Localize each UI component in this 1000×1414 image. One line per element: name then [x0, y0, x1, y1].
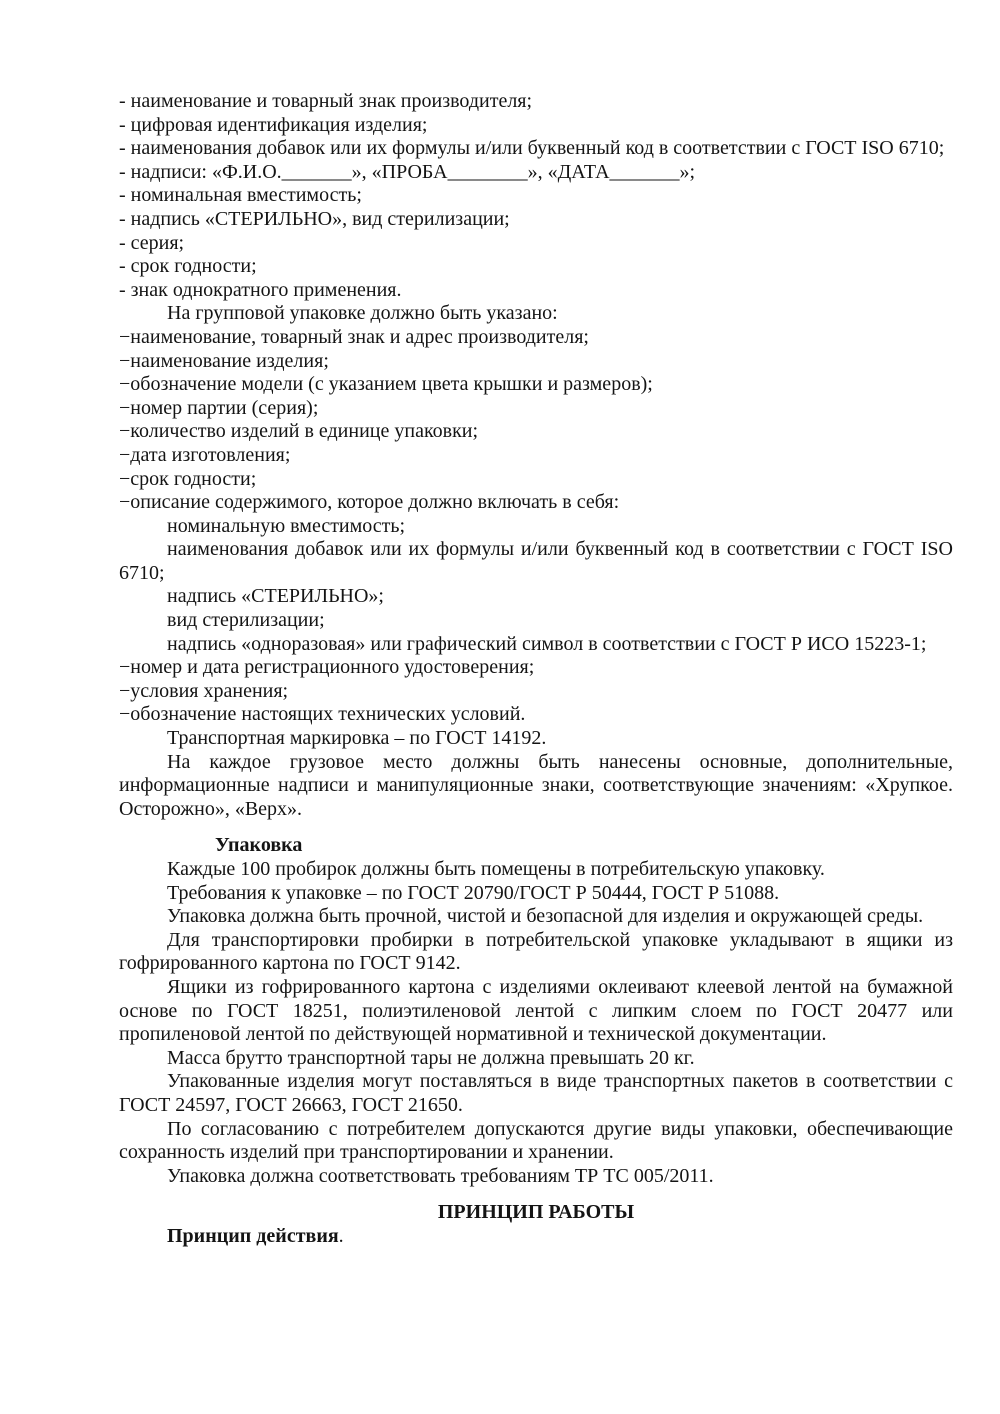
section-heading: ПРИНЦИП РАБОТЫ — [437, 1201, 635, 1224]
section-heading: Упаковка — [215, 834, 303, 857]
paragraph: Для транспортировки пробирки в потребительской упаковке укладывают в ящики из гофрированного картона по ГОСТ 9142. — [119, 928, 953, 975]
paragraph: Транспортная маркировка – по ГОСТ 14192. — [167, 727, 547, 750]
paragraph: надпись «СТЕРИЛЬНО»; — [167, 585, 384, 608]
list-item: - цифровая идентификация изделия; — [119, 113, 428, 136]
paragraph: Упаковка должна соответствовать требованиям ТР ТС 005/2011. — [167, 1164, 714, 1187]
list-item: - серия; — [119, 231, 185, 254]
list-item: −наименование, товарный знак и адрес производителя; — [119, 325, 589, 348]
paragraph: Масса брутто транспортной тары не должна превышать 20 кг. — [167, 1046, 695, 1069]
text-run: . — [338, 1224, 344, 1247]
list-item: −обозначение модели (с указанием цвета крышки и размеров); — [119, 373, 653, 396]
paragraph: надпись «одноразовая» или графический символ в соответствии с ГОСТ Р ИСО 15223-1; — [167, 632, 927, 655]
list-item: - надписи: «Ф.И.О._______», «ПРОБА________», «ДАТА_______»; — [119, 160, 696, 183]
list-item: - знак однократного применения. — [119, 278, 402, 301]
paragraph: Упакованные изделия могут поставляться в виде транспортных пакетов в соответствии с ГОСТ 24597, ГОСТ 26663, ГОСТ 21650. — [119, 1070, 953, 1116]
paragraph: На групповой упаковке должно быть указано: — [167, 302, 558, 325]
paragraph: Требования к упаковке – по ГОСТ 20790/ГОСТ Р 50444, ГОСТ Р 51088. — [167, 881, 780, 904]
text-run: Принцип действия — [167, 1224, 339, 1247]
list-item: - надпись «СТЕРИЛЬНО», вид стерилизации; — [119, 207, 510, 230]
paragraph: Упаковка должна быть прочной, чистой и безопасной для изделия и окружающей среды. — [167, 905, 924, 928]
list-item: −наименование изделия; — [119, 349, 329, 372]
list-item: - наименования добавок или их формулы и/или буквенный код в соответствии с ГОСТ ISO 6710; — [119, 137, 945, 160]
paragraph: наименования добавок или их формулы и/или буквенный код в соответствии с ГОСТ ISO 6710; — [119, 538, 953, 584]
paragraph — [119, 1225, 953, 1249]
list-item: −номер партии (серия); — [119, 396, 319, 419]
list-item: - наименование и товарный знак производителя; — [119, 90, 533, 112]
list-item: −условия хранения; — [119, 679, 289, 702]
list-item: −обозначение настоящих технических условий. — [119, 703, 526, 726]
paragraph: вид стерилизации; — [167, 609, 325, 632]
paragraph: На каждое грузовое место должны быть нанесены основные, дополнительные, информационные надписи и манипуляционные знаки, соответствующие значениям: «Хрупкое. Осторожно», «Верх». — [119, 750, 953, 820]
paragraph: номинальную вместимость; — [167, 514, 406, 537]
list-item: −описание содержимого, которое должно включать в себя: — [119, 491, 620, 514]
paragraph: Каждые 100 пробирок должны быть помещены в потребительскую упаковку. — [167, 858, 825, 880]
list-item: −количество изделий в единице упаковки; — [119, 420, 479, 443]
list-item: −срок годности; — [119, 467, 257, 490]
paragraph: Ящики из гофрированного картона с изделиями оклеивают клеевой лентой на бумажной основе по ГОСТ 18251, полиэтиленовой лентой с липким слоем по ГОСТ 20477 или пропиленовой лентой по действующей нормативной и технической документации. — [119, 975, 953, 1046]
paragraph: По согласованию с потребителем допускаются другие виды упаковки, обеспечивающие сохранность изделий при транспортировании и хранении. — [119, 1117, 953, 1164]
list-item: −номер и дата регистрационного удостоверения; — [119, 656, 535, 679]
list-item: - номинальная вместимость; — [119, 184, 362, 207]
list-item: - срок годности; — [119, 255, 257, 278]
list-item: −дата изготовления; — [119, 443, 291, 466]
